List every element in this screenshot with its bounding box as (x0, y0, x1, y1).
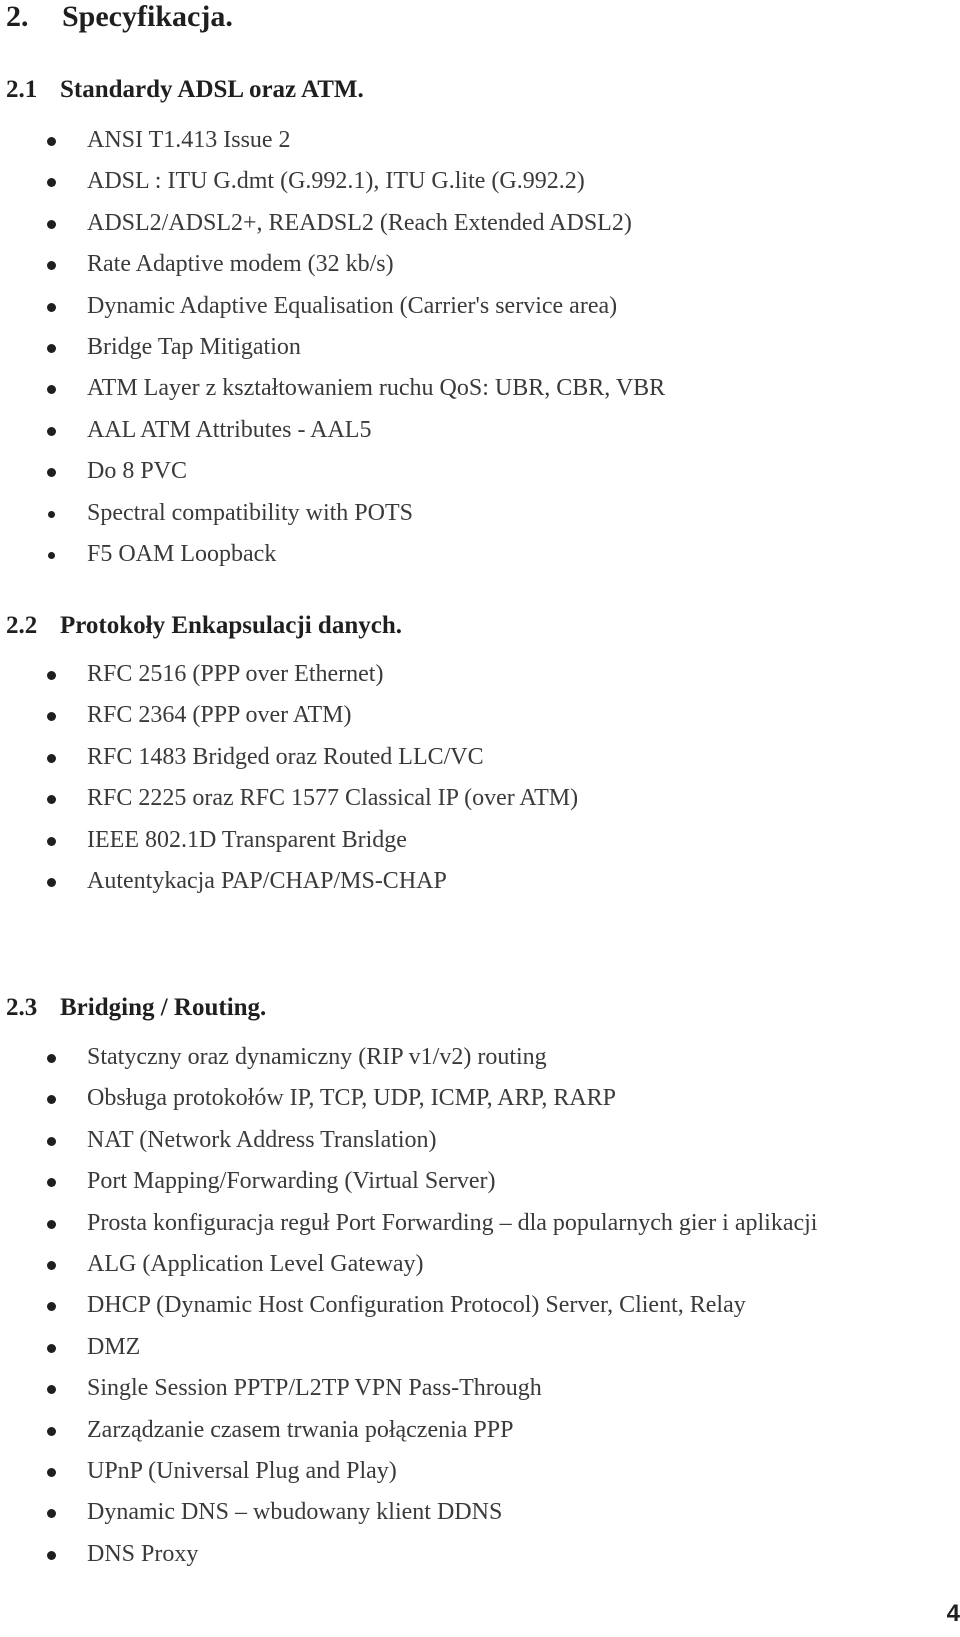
list-item (0, 1078, 940, 1119)
section-heading-standards (6, 75, 364, 105)
list-item (0, 1451, 940, 1492)
standards-list (0, 120, 940, 575)
list-item-text: Dynamic Adaptive Equalisation (Carrier's service area) (87, 292, 618, 319)
list-item-text: ADSL : ITU G.dmt (G.992.1), ITU G.lite (G.992.2) (87, 168, 585, 195)
bullet-icon (47, 1054, 56, 1063)
page-number: 4 (946, 1600, 960, 1627)
list-item (0, 778, 940, 819)
list-item-text: Dynamic DNS – wbudowany klient DDNS (87, 1499, 503, 1526)
list-item-text: ALG (Application Level Gateway) (87, 1250, 424, 1277)
list-item (0, 534, 940, 575)
list-item (0, 695, 940, 736)
list-item-text: Port Mapping/Forwarding (Virtual Server) (87, 1168, 496, 1195)
heading-title: Specyfikacja. (62, 0, 233, 33)
list-item (0, 203, 940, 244)
list-item (0, 861, 940, 902)
bullet-icon (47, 385, 56, 394)
list-item-text: Autentykacja PAP/CHAP/MS-CHAP (87, 867, 447, 894)
bullet-icon (47, 795, 56, 804)
list-item (0, 820, 940, 861)
routing-list (0, 1037, 940, 1575)
list-item-text: ADSL2/ADSL2+, READSL2 (Reach Extended ADSL2) (87, 209, 632, 236)
bullet-icon (47, 1468, 56, 1477)
bullet-icon (47, 1385, 56, 1394)
list-item-text: Obsługa protokołów IP, TCP, UDP, ICMP, ARP, RARP (87, 1085, 617, 1112)
list-item-text: Zarządzanie czasem trwania połączenia PPP (87, 1416, 514, 1443)
bullet-icon (47, 137, 56, 146)
bullet-icon (47, 1509, 56, 1518)
list-item (0, 1120, 940, 1161)
list-item-text: Do 8 PVC (87, 458, 188, 485)
bullet-icon (47, 671, 56, 680)
bullet-icon (47, 712, 56, 721)
list-item (0, 1285, 940, 1326)
list-item-text: Single Session PPTP/L2TP VPN Pass-Through (87, 1375, 542, 1402)
bullet-icon (47, 837, 56, 846)
list-item-text: ATM Layer z kształtowaniem ruchu QoS: UBR, CBR, VBR (87, 375, 666, 402)
bullet-icon (47, 1344, 56, 1353)
list-item-text: NAT (Network Address Translation) (87, 1126, 437, 1153)
list-item-text: RFC 1483 Bridged oraz Routed LLC/VC (87, 743, 484, 770)
list-item-text: F5 OAM Loopback (87, 540, 277, 567)
list-item-text: AAL ATM Attributes - AAL5 (87, 416, 372, 443)
list-item-text: RFC 2225 oraz RFC 1577 Classical IP (over ATM) (87, 785, 579, 812)
list-item-text: Prosta konfiguracja reguł Port Forwarding – dla popularnych gier i aplikacji (87, 1209, 818, 1236)
encapsulation-list (0, 654, 940, 902)
page-heading (6, 0, 233, 34)
list-item-text: Rate Adaptive modem (32 kb/s) (87, 251, 394, 278)
section-number: 2.2 (6, 612, 38, 639)
list-item-text: UPnP (Universal Plug and Play) (87, 1457, 397, 1484)
section-title: Bridging / Routing. (60, 994, 267, 1021)
list-item-text: Statyczny oraz dynamiczny (RIP v1/v2) routing (87, 1044, 547, 1070)
bullet-icon (47, 220, 56, 229)
section-title: Protokoły Enkapsulacji danych. (60, 612, 402, 639)
list-item (0, 1161, 940, 1202)
list-item-text: Spectral compatibility with POTS (87, 499, 413, 526)
list-item-text: DHCP (Dynamic Host Configuration Protocol) Server, Client, Relay (87, 1292, 746, 1319)
bullet-icon (47, 468, 56, 477)
bullet-icon (48, 511, 55, 518)
bullet-icon (47, 427, 56, 436)
heading-number: 2. (6, 0, 29, 33)
bullet-icon (47, 303, 56, 312)
bullet-icon (47, 344, 56, 353)
list-item (0, 1492, 940, 1533)
list-item (0, 327, 940, 368)
section-number: 2.3 (6, 994, 38, 1021)
list-item (0, 493, 940, 534)
bullet-icon (47, 878, 56, 887)
list-item-text: Bridge Tap Mitigation (87, 333, 301, 360)
section-number: 2.1 (6, 76, 38, 103)
bullet-icon (47, 1137, 56, 1146)
bullet-icon (47, 1302, 56, 1311)
list-item-text: DMZ (87, 1333, 141, 1360)
list-item (0, 1203, 940, 1244)
bullet-icon (47, 1427, 56, 1436)
section-heading-encapsulation (6, 611, 402, 641)
bullet-icon (48, 552, 55, 559)
list-item (0, 286, 940, 327)
list-item (0, 161, 940, 202)
list-item (0, 120, 940, 161)
bullet-icon (47, 1220, 56, 1229)
list-item-text: DNS Proxy (87, 1540, 199, 1567)
list-item (0, 1368, 940, 1409)
bullet-icon (47, 1095, 56, 1104)
list-item-text: RFC 2516 (PPP over Ethernet) (87, 661, 384, 687)
list-item (0, 737, 940, 778)
list-item (0, 1244, 940, 1285)
list-item-text: ANSI T1.413 Issue 2 (87, 127, 291, 153)
list-item (0, 410, 940, 451)
section-title: Standardy ADSL oraz ATM. (60, 76, 364, 103)
list-item-text: IEEE 802.1D Transparent Bridge (87, 826, 407, 853)
list-item (0, 451, 940, 492)
list-item (0, 1327, 940, 1368)
list-item (0, 1037, 940, 1078)
list-item (0, 1410, 940, 1451)
bullet-icon (47, 178, 56, 187)
list-item (0, 1534, 940, 1575)
bullet-icon (47, 1551, 56, 1560)
bullet-icon (47, 754, 56, 763)
list-item (0, 654, 940, 695)
bullet-icon (47, 261, 56, 270)
section-heading-routing (6, 993, 266, 1023)
list-item-text: RFC 2364 (PPP over ATM) (87, 702, 352, 729)
bullet-icon (47, 1261, 56, 1270)
list-item (0, 368, 940, 409)
list-item (0, 244, 940, 285)
bullet-icon (47, 1178, 56, 1187)
